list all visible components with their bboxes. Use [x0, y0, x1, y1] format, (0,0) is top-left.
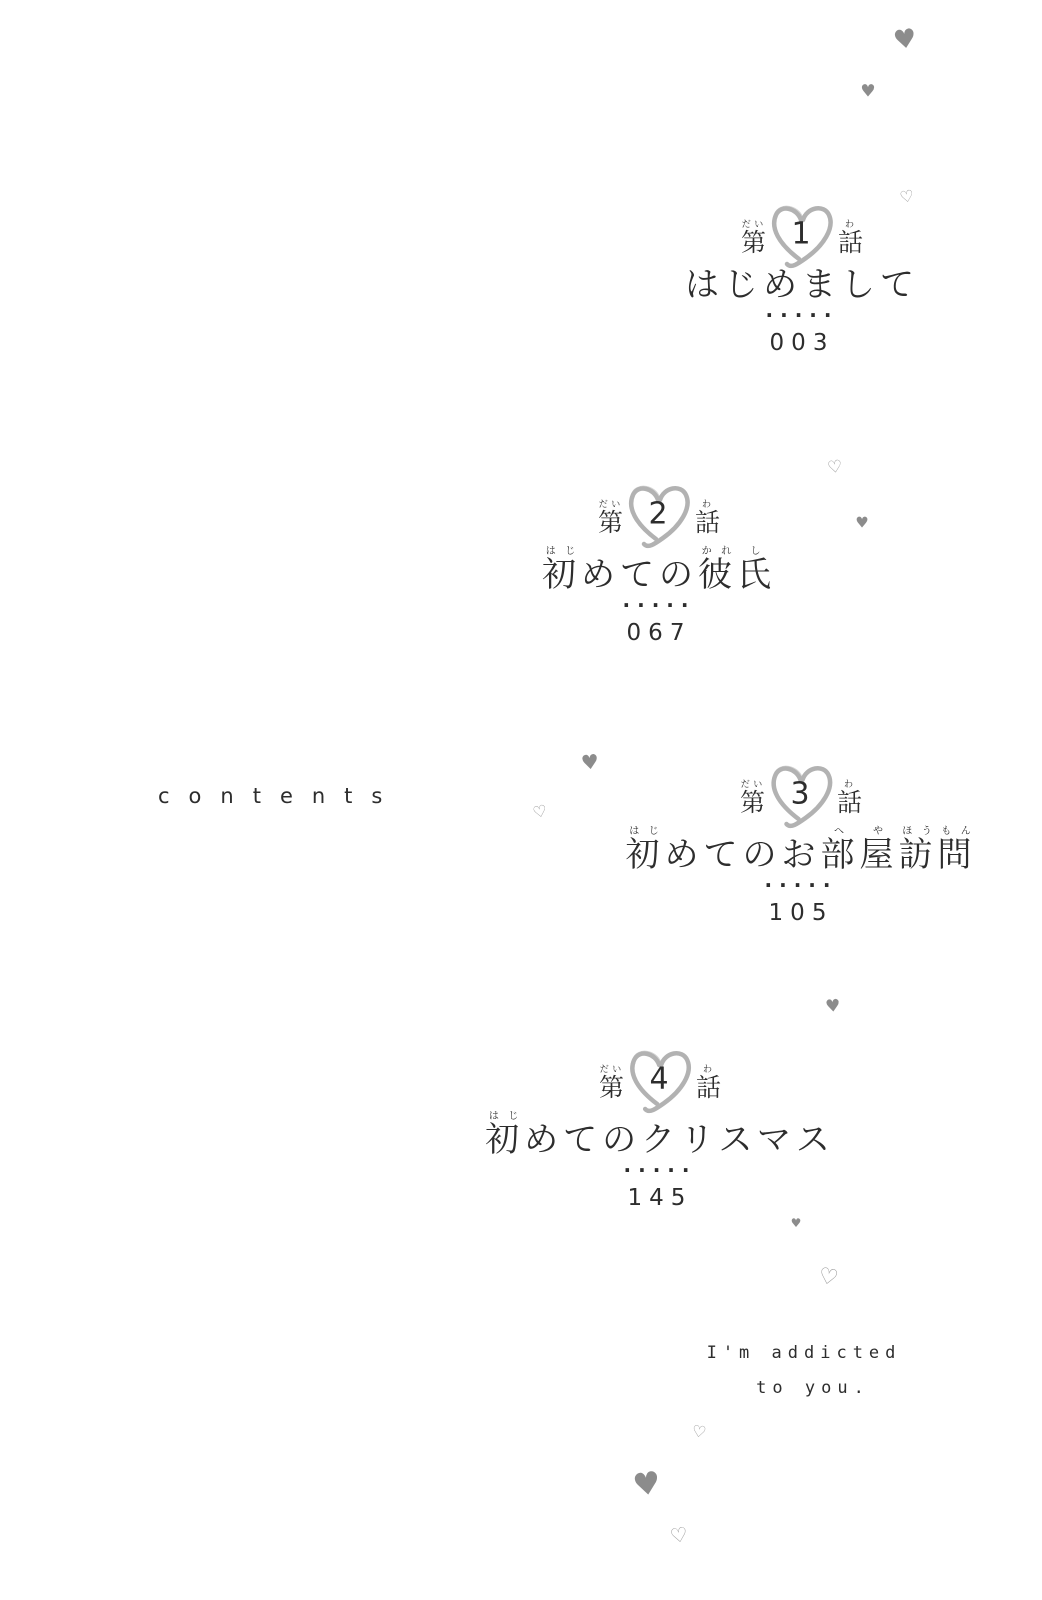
- contents-label: contents: [158, 784, 402, 808]
- dots-separator: ·····: [764, 873, 838, 898]
- chapter-number: 3: [790, 776, 810, 812]
- chapter-page-number: 145: [627, 1185, 693, 1212]
- chapter-page-number: 105: [768, 900, 834, 927]
- chapter-title: はじめまして: [685, 265, 919, 305]
- heart-icon: ♥: [790, 1216, 802, 1230]
- chapter-entry-2: [542, 480, 776, 647]
- chapter-page-number: 003: [769, 330, 835, 357]
- chapter-suffix: 話わ: [695, 1064, 722, 1102]
- chapter-title: 初はじめてのクリスマス: [485, 1111, 835, 1160]
- chapter-prefix: 第だい: [597, 499, 623, 537]
- chapter-number: 2: [648, 496, 668, 532]
- tagline-line1: I'm addicted: [706, 1343, 902, 1363]
- chapter-suffix: 話わ: [837, 779, 863, 817]
- heart-icon: ♥: [630, 1464, 664, 1505]
- tagline-line2: to you.: [756, 1378, 870, 1398]
- heart-icon: ♥: [855, 513, 869, 532]
- chapter-heart-icon: [627, 1045, 693, 1119]
- heart-outline-icon: ♡: [690, 1421, 708, 1442]
- chapter-heading: [741, 200, 863, 274]
- chapter-title: 初はじめての彼かれ氏し: [542, 546, 776, 595]
- chapter-heart-icon: [768, 760, 834, 834]
- chapter-prefix: 第だい: [740, 219, 766, 257]
- chapter-number: 4: [649, 1061, 669, 1097]
- chapter-prefix: 第だい: [739, 779, 765, 817]
- chapter-entry-1: [685, 200, 919, 357]
- dots-separator: ·····: [622, 593, 696, 618]
- heart-outline-icon: ♡: [825, 456, 844, 479]
- heart-outline-icon: ♡: [815, 1263, 841, 1292]
- chapter-heart-icon: [626, 480, 692, 554]
- chapter-title: 初はじめてのお部へ屋や訪ほう問もん: [625, 826, 977, 875]
- heart-outline-icon: ♡: [530, 800, 549, 823]
- dots-separator: ·····: [765, 303, 839, 328]
- chapter-suffix: 話わ: [695, 499, 721, 537]
- heart-icon: ♥: [579, 749, 601, 775]
- chapter-entry-4: [485, 1045, 835, 1212]
- heart-icon: ♥: [824, 995, 842, 1018]
- heart-outline-icon: ♡: [668, 1521, 690, 1549]
- chapter-heart-icon: [769, 200, 835, 274]
- chapter-page-number: 067: [626, 620, 692, 647]
- chapter-suffix: 話わ: [838, 219, 864, 257]
- heart-outline-icon: ♡: [898, 185, 916, 208]
- dots-separator: ·····: [623, 1158, 697, 1183]
- heart-icon: ♥: [891, 23, 919, 57]
- chapter-heading: [740, 760, 862, 834]
- chapter-entry-3: [626, 760, 977, 927]
- chapter-prefix: 第だい: [598, 1064, 624, 1102]
- heart-icon: ♥: [860, 81, 876, 102]
- chapter-heading: [599, 1045, 721, 1119]
- chapter-number: 1: [791, 216, 811, 252]
- chapter-heading: [598, 480, 720, 554]
